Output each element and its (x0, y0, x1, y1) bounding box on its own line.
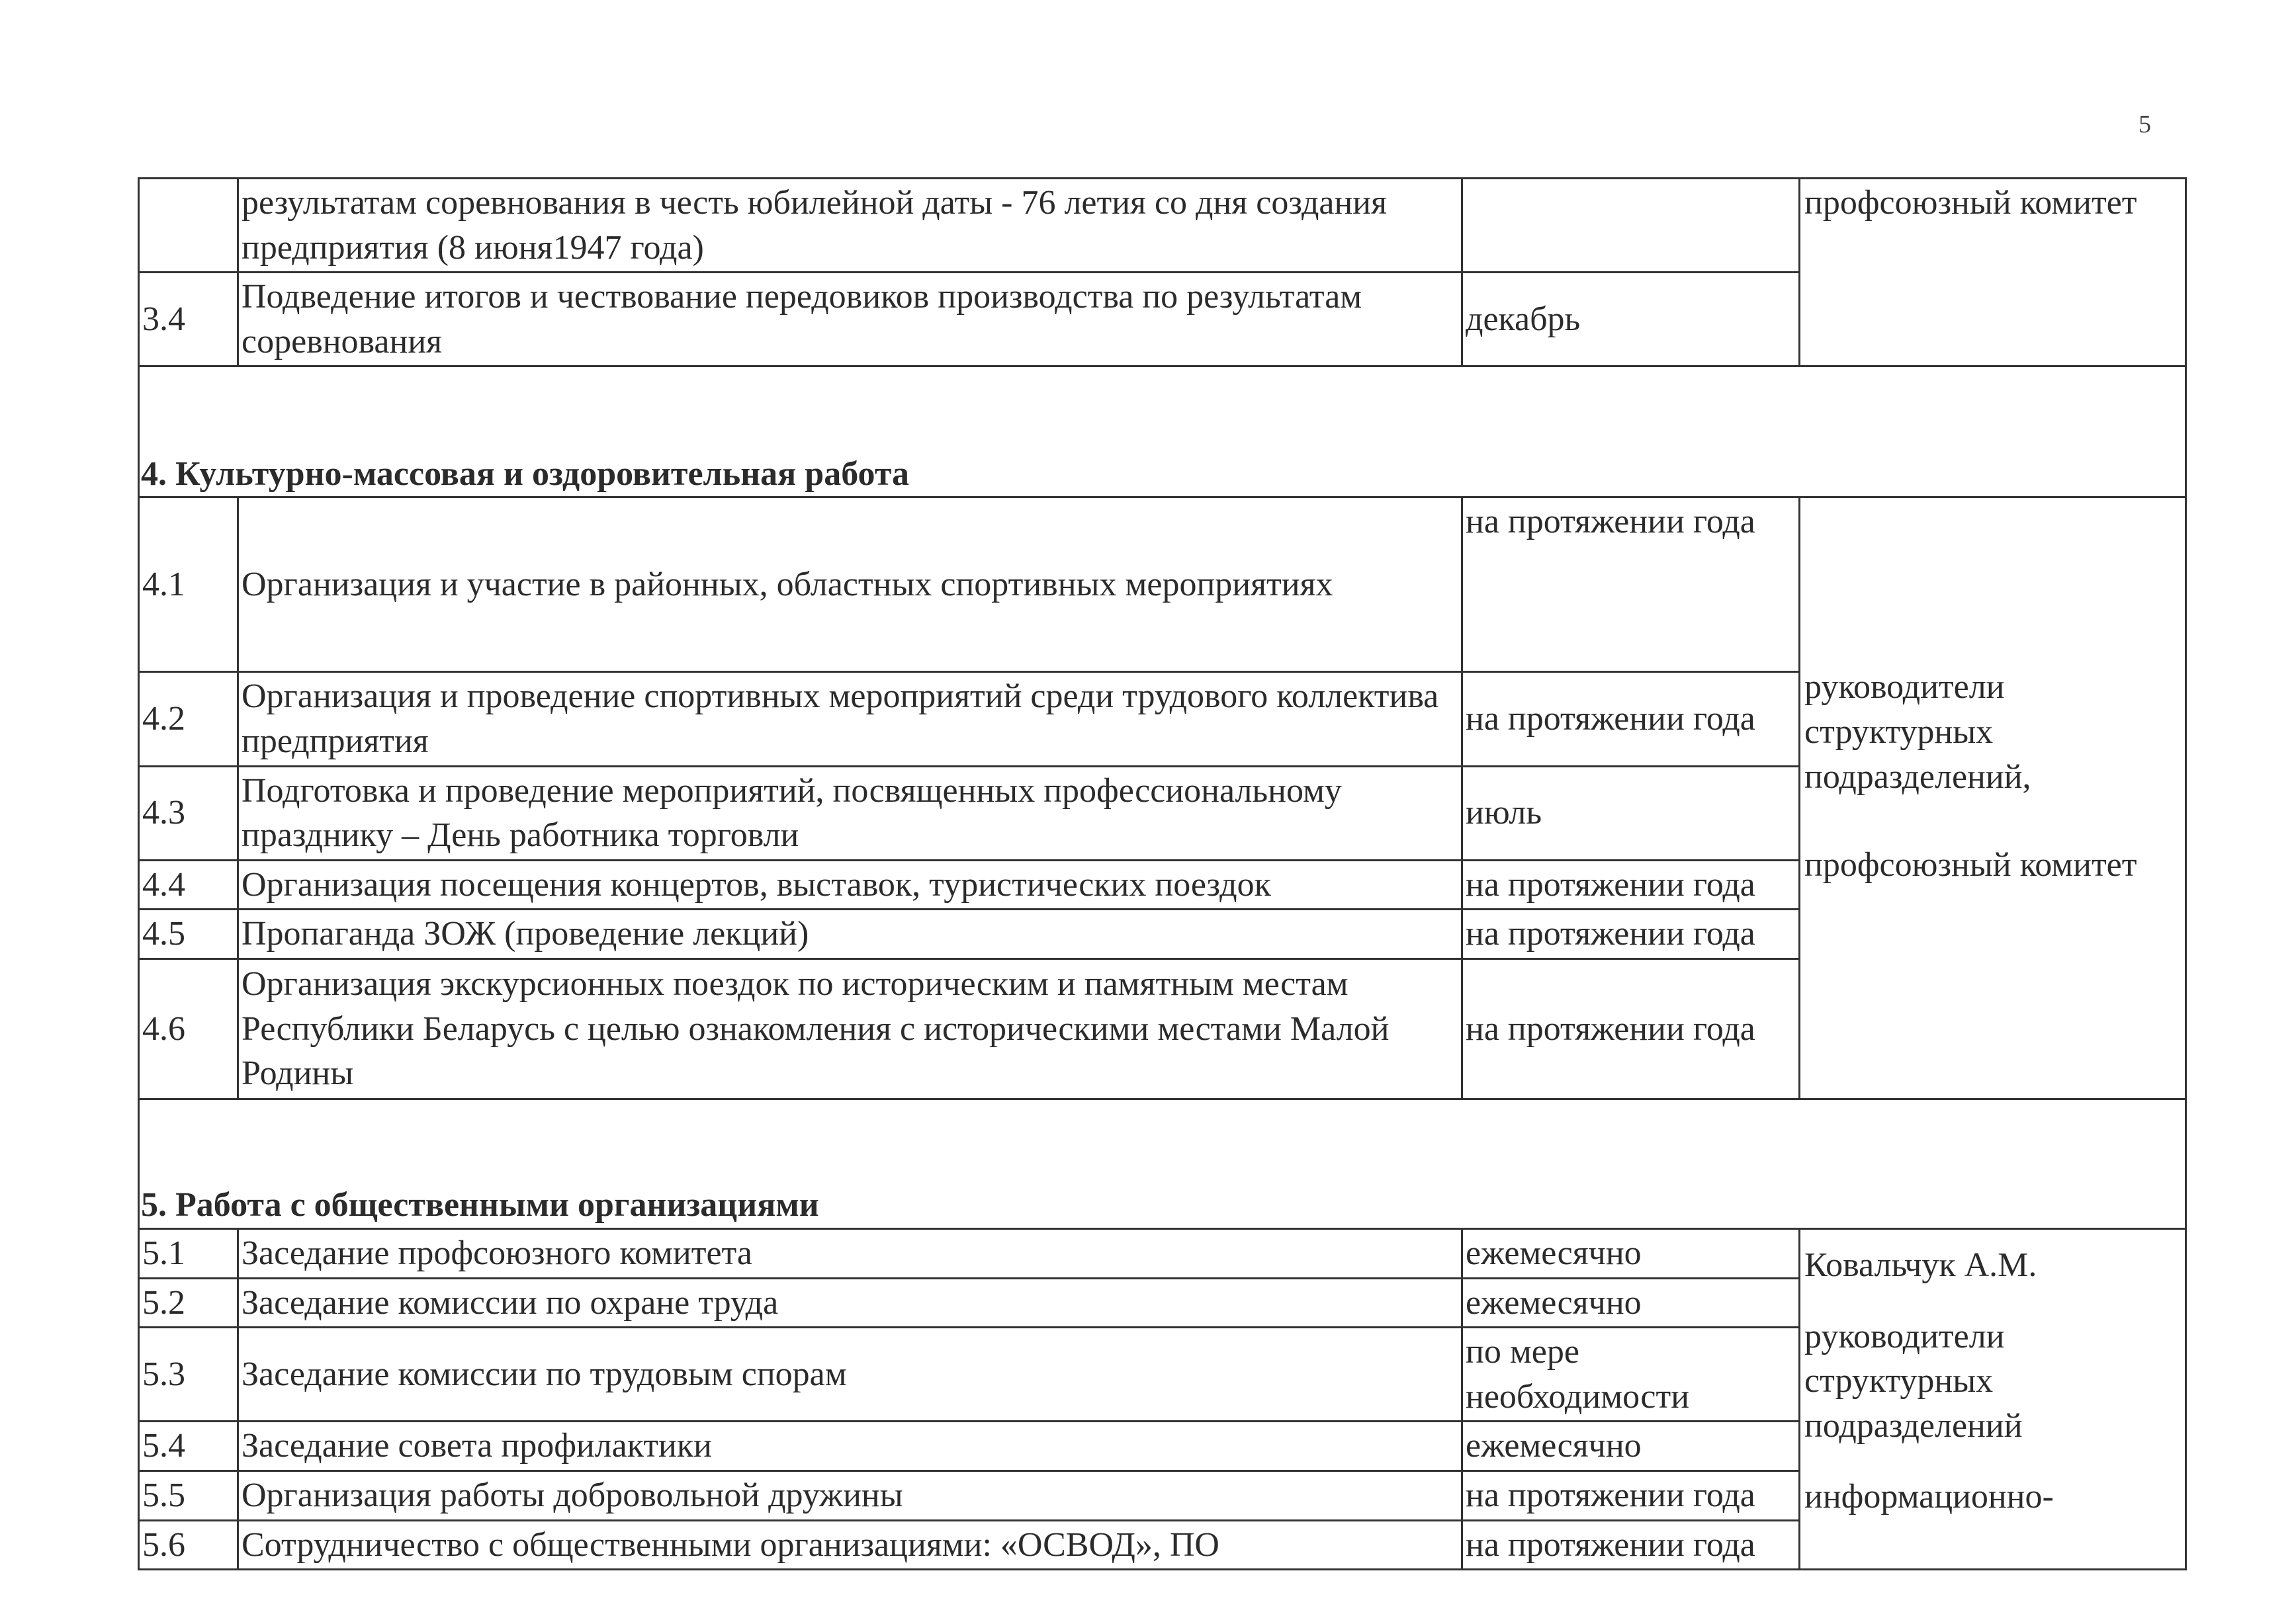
row-number: 5.1 (139, 1228, 238, 1278)
row-number: 4.4 (139, 860, 238, 910)
row-number: 4.1 (139, 497, 238, 672)
row-deadline: на протяжении года (1462, 860, 1800, 910)
row-deadline: ежемесячно (1462, 1422, 1800, 1471)
responsible-line: Ковальчук А.М. (1804, 1246, 2037, 1284)
row-activity: Организация посещения концертов, выставок, туристических поездок (238, 860, 1462, 910)
row-deadline: июль (1462, 766, 1800, 860)
row-activity: Заседание комиссии по трудовым спорам (238, 1328, 1462, 1422)
row-number: 5.5 (139, 1471, 238, 1520)
section-heading-row (139, 366, 2186, 497)
section-4-responsible (1800, 497, 2186, 1099)
row-activity: Заседание совета профилактики (238, 1422, 1462, 1471)
row-activity: Подготовка и проведение мероприятий, посвященных профессиональному празднику – День работника торговли (238, 766, 1462, 860)
row-deadline: на протяжении года (1462, 497, 1800, 672)
row-number: 5.2 (139, 1278, 238, 1328)
section-4-title: 4. Культурно-массовая и оздоровительная работа (139, 366, 2186, 497)
row-activity: Подведение итогов и чествование передовиков производства по результатам соревнования (238, 273, 1462, 366)
row-activity: Организация работы добровольной дружины (238, 1471, 1462, 1520)
row-number: 4.5 (139, 910, 238, 959)
row-deadline: на протяжении года (1462, 1471, 1800, 1520)
table-row (139, 497, 2186, 672)
row-activity: Заседание профсоюзного комитета (238, 1228, 1462, 1278)
row-deadline: ежемесячно (1462, 1278, 1800, 1328)
row-activity: Организация и проведение спортивных мероприятий среди трудового коллектива предприятия (238, 672, 1462, 766)
responsible-line: руководители структурных подразделений, (1804, 668, 2031, 796)
section-5-responsible (1800, 1228, 2186, 1569)
section-heading-row (139, 1099, 2186, 1228)
section-5-title: 5. Работа с общественными организациями (139, 1099, 2186, 1228)
row-deadline: на протяжении года (1462, 672, 1800, 766)
table-row (139, 1228, 2186, 1278)
row-deadline: ежемесячно (1462, 1228, 1800, 1278)
row-activity: Заседание комиссии по охране труда (238, 1278, 1462, 1328)
row-number: 5.3 (139, 1328, 238, 1422)
page-number: 5 (2139, 110, 2151, 138)
row-deadline: декабрь (1462, 273, 1800, 366)
row-number (139, 179, 238, 273)
row-deadline: по мере необходимости (1462, 1328, 1800, 1422)
row-number: 4.6 (139, 959, 238, 1099)
row-deadline: на протяжении года (1462, 959, 1800, 1099)
row-activity: Пропаганда ЗОЖ (проведение лекций) (238, 910, 1462, 959)
responsible-line: руководители структурных подразделений (1804, 1317, 2023, 1445)
responsible-line: профсоюзный комитет (1804, 846, 2137, 884)
row-number: 4.3 (139, 766, 238, 860)
responsible-line: информационно- (1804, 1478, 2054, 1516)
row-activity: Организация экскурсионных поездок по историческим и памятным местам Республики Беларусь с целью ознакомления с историческими местами Малой Родины (238, 959, 1462, 1099)
row-number: 5.6 (139, 1520, 238, 1570)
row-responsible: профсоюзный комитет (1800, 179, 2186, 366)
plan-table (138, 177, 2187, 1570)
row-deadline (1462, 179, 1800, 273)
table-row (139, 179, 2186, 273)
row-activity: результатам соревнования в честь юбилейной даты - 76 летия со дня создания предприятия (8 июня1947 года) (238, 179, 1462, 273)
row-activity: Сотрудничество с общественными организациями: «ОСВОД», ПО (238, 1520, 1462, 1570)
row-number: 3.4 (139, 273, 238, 366)
row-activity: Организация и участие в районных, областных спортивных мероприятиях (238, 497, 1462, 672)
row-number: 5.4 (139, 1422, 238, 1471)
row-number: 4.2 (139, 672, 238, 766)
row-deadline: на протяжении года (1462, 1520, 1800, 1570)
row-deadline: на протяжении года (1462, 910, 1800, 959)
